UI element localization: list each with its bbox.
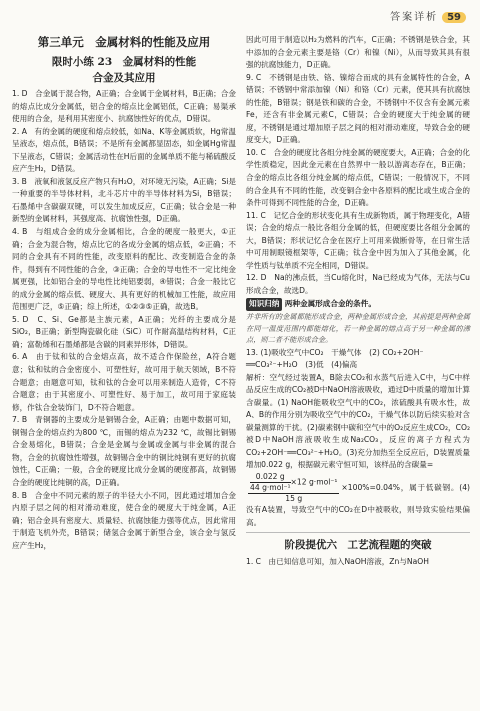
formula-denominator: 15 g bbox=[285, 494, 303, 503]
formula-tail: ×100%=0.04%，属于低碳钢。(4)没有A装置，导致空气中的CO₂在D中被吸收，则导致实验结果偏高。 bbox=[246, 483, 470, 527]
lesson-title: 限时小练 23 金属材料的性能 bbox=[51, 56, 197, 68]
answer-paragraph: 12. D Na的沸点低，当Cu熔化时，Na已经成为气体，无法与Cu形成合金，故选D。 bbox=[246, 273, 470, 295]
answer-paragraph: 5. D C、Si、Ge都是主族元素，A正确；光纤的主要成分是SiO₂，B正确；新型陶瓷碳化硅（SiC）可作耐高温结构材料，C正确；富勒烯和石墨烯都是含碳的同素异形体，D错误。 bbox=[12, 314, 236, 349]
answer-paragraph: 7. B 青铜器的主要成分是铜锡合金，A正确；由题中数据可知，铜锡合金的熔点约为800 ℃，而锡的熔点为232 ℃，故锡比铜锡合金易熔化，B错误；合金是金属与金属或金属与非金属的混合物，合金的抗腐蚀性增强，故铜锡合金中的铜比纯铜有更好的抗腐蚀性，C正确；一般，合金的硬度比成分金属的硬度都高，故铜锡合金的硬度比纯铜的高，D正确。 bbox=[12, 415, 236, 487]
topic-title: 合金及其应用 bbox=[92, 72, 156, 84]
tip-tag: 知识归纳 bbox=[246, 298, 282, 311]
answer-paragraph: 解析：空气经过装置A，B除去CO₂和水蒸气后进入C中，与C中样品反应生成的CO₂被D中NaOH溶液吸收，通过D中质量的增加计算含碳量。(1) NaOH能吸收空气中的CO₂，浓硫酸具有吸水性，故A、B的作用分别为吸收空气中的CO₂，干燥气体以防后续实验对含碳量测算的干扰。(2)碳素钢中碳和空气中的O₂反应生成CO₂，CO₂被D中NaOH溶液吸收生成Na₂CO₃，反应的离子方程式为CO₂+2OH⁻══CO₃²⁻+H₂O。(3)充分加热至全反应后，D装置质量增加0.022 g，根据碳元素守恒可知，该样品的含碳量= bbox=[246, 372, 470, 470]
inner-bottom: 44 g·mol⁻¹ bbox=[250, 483, 291, 492]
left-column bbox=[12, 34, 236, 552]
inner-fraction bbox=[250, 472, 291, 493]
answer-paragraph: 3. B 液氧和液氢反应产物只有H₂O，对环境无污染，A正确；Si是一种重要的半导体材料，北斗芯片中的半导体材料为Si，B错误；石墨烯中含碳碳双键，可以发生加成反应，C正确；钛合金是一种新型的金属材料，其强度高、抗腐蚀性强，D正确。 bbox=[12, 176, 236, 224]
page-header bbox=[0, 0, 480, 28]
formula-fraction bbox=[248, 472, 339, 504]
formula-numerator bbox=[248, 472, 339, 494]
right-column bbox=[246, 34, 470, 569]
answer-paragraph: 2. A 有的金属的硬度和熔点较低，如Na、K等金属质软，Hg常温呈液态，熔点低，B错误；不是所有金属都显固态，如金属Hg常温下呈液态，C错误；金属活动性在H后面的金属单质不能与稀硫酸反应产生H₂，D错误。 bbox=[12, 126, 236, 174]
inner-top: 0.022 g bbox=[250, 472, 291, 483]
answer-paragraph: 13. (1)吸收空气中CO₂ 干燥气体 (2) CO₂+2OH⁻ bbox=[246, 347, 424, 357]
answer-paragraph: 1. C 由已知信息可知，加入NaOH溶液，Zn与NaOH bbox=[246, 557, 429, 567]
header-title: 答案详析 bbox=[390, 12, 439, 23]
formula-mult: ×12 g·mol⁻¹ bbox=[290, 477, 338, 487]
answer-paragraph: 4. B 与组成合金的成分金属相比，合金的硬度一般更大，①正确；合金为混合物，熔点比它的各成分金属的熔点低，②正确；不同的合金具有不同的性能，改变原料的配比、改变制造合金的条件，得到有不同性能的合金，③正确；合金的导电性不一定比纯金属更强，比如铝合金的导电性比纯铝要弱，④错误；合金一般比它的成分金属的熔点低、硬度大、具有更好的机械加工性能，故应用范围更广泛，⑤正确；综上所述，①②③⑤正确，故选B。 bbox=[12, 227, 236, 312]
tip-title: 两种金属形成合金的条件。 bbox=[284, 299, 376, 309]
header-right bbox=[390, 8, 466, 23]
page-number: 59 bbox=[442, 12, 466, 23]
answer-paragraph: 8. B 合金中不同元素的原子的半径大小不同，因此通过增加合金内原子层之间的相对滑动难度，使合金的硬度大于纯金属，A正确；铝合金具有密度大、质量轻、抗腐蚀能力强等优点，因此常用于制造飞机外壳，B错误；储氢合金属于新型合金，该合金与氢反应产生H₂， bbox=[12, 490, 236, 550]
answer-paragraph: 11. C 记忆合金的形状变化具有生成新物质，属于物理变化，A错误；合金的熔点一般比各组分金属的低，但硬度要比各组分金属的大，B错误；形状记忆合金在医疗上可用来做断骨等，在日常生活中可用制眼镜框架等，C正确；钛合金中因为加入了其他金属，化学性质与钛单质不完全相同，D错误。 bbox=[246, 210, 470, 270]
answer-paragraph: ══CO₃²⁻+H₂O (3)低 (4)偏高 bbox=[246, 360, 358, 370]
knowledge-tip bbox=[246, 298, 470, 345]
answer-paragraph: 6. A 由于钛和钛的合金熔点高，故不适合作保险丝，A符合题意；钛和钛的合金密度小、可塑性好，故可用于航天领域，B不符合题意；由题意可知，钛和钛的合金可以用来制造人造骨，C不符合题意；由于其密度小、可塑性好、易于加工，故可用于家庭装修，作钛合金装饰门，D不符合题意。 bbox=[12, 352, 236, 412]
answer-paragraph: 因此可用于制造以H₂为燃料的汽车，C正确；不锈钢是铁合金，其中添加的合金元素主要是铬（Cr）和镍（Ni），从而导致其具有很强的抗腐蚀能力，D正确。 bbox=[246, 35, 470, 70]
carbon-formula bbox=[246, 472, 470, 529]
answer-paragraph: 10. C 合金的硬度比各组分纯金属的硬度要大，A正确；合金的化学性质稳定，因此金元素在自然界中一般以游离态存在，B正确；合金的熔点比各组分纯金属的熔点低，C错误；一般情况下，不同的合金具有不同的性能，改变铜合金中各原料的配比或生成合金的条件可得到不同性能的合金，D正确。 bbox=[246, 147, 470, 208]
section-title: 阶段提优六 工艺流程题的突破 bbox=[246, 532, 470, 554]
tip-text: 并非所有的金属都能形成合金，两种金属形成合金，其前提是两种金属在同一温度范围内都能熔化，若一种金属的熔点高于另一种金属的沸点，则二者不能形成合金。 bbox=[246, 312, 470, 345]
answer-paragraph: 9. C 不锈钢是由铁、铬、镍熔合而成的具有金属特性的合金，A错误；不锈钢中常添加镍（Ni）和铬（Cr）元素，使其具有抗腐蚀的性能，B错误；钢是铁和碳的合金，不锈钢中不仅含有金属元素Fe，还含有非金属元素C，C错误；合金的硬度大于纯金属的硬度，不锈钢是通过增加原子层之间的相对滑动难度，导致合金的硬度变大，D正确。 bbox=[246, 72, 470, 145]
unit-title: 第三单元 金属材料的性能及应用 bbox=[37, 35, 211, 49]
answer-paragraph: 1. D 合金属于混合物，A正确；合金属于金属材料，B正确；合金的熔点比成分金属低，铝合金的熔点比金属铝低，C正确；易渠承使用的合金，是利用其密度小、抗腐蚀性好的优点，D错误。 bbox=[12, 89, 236, 124]
